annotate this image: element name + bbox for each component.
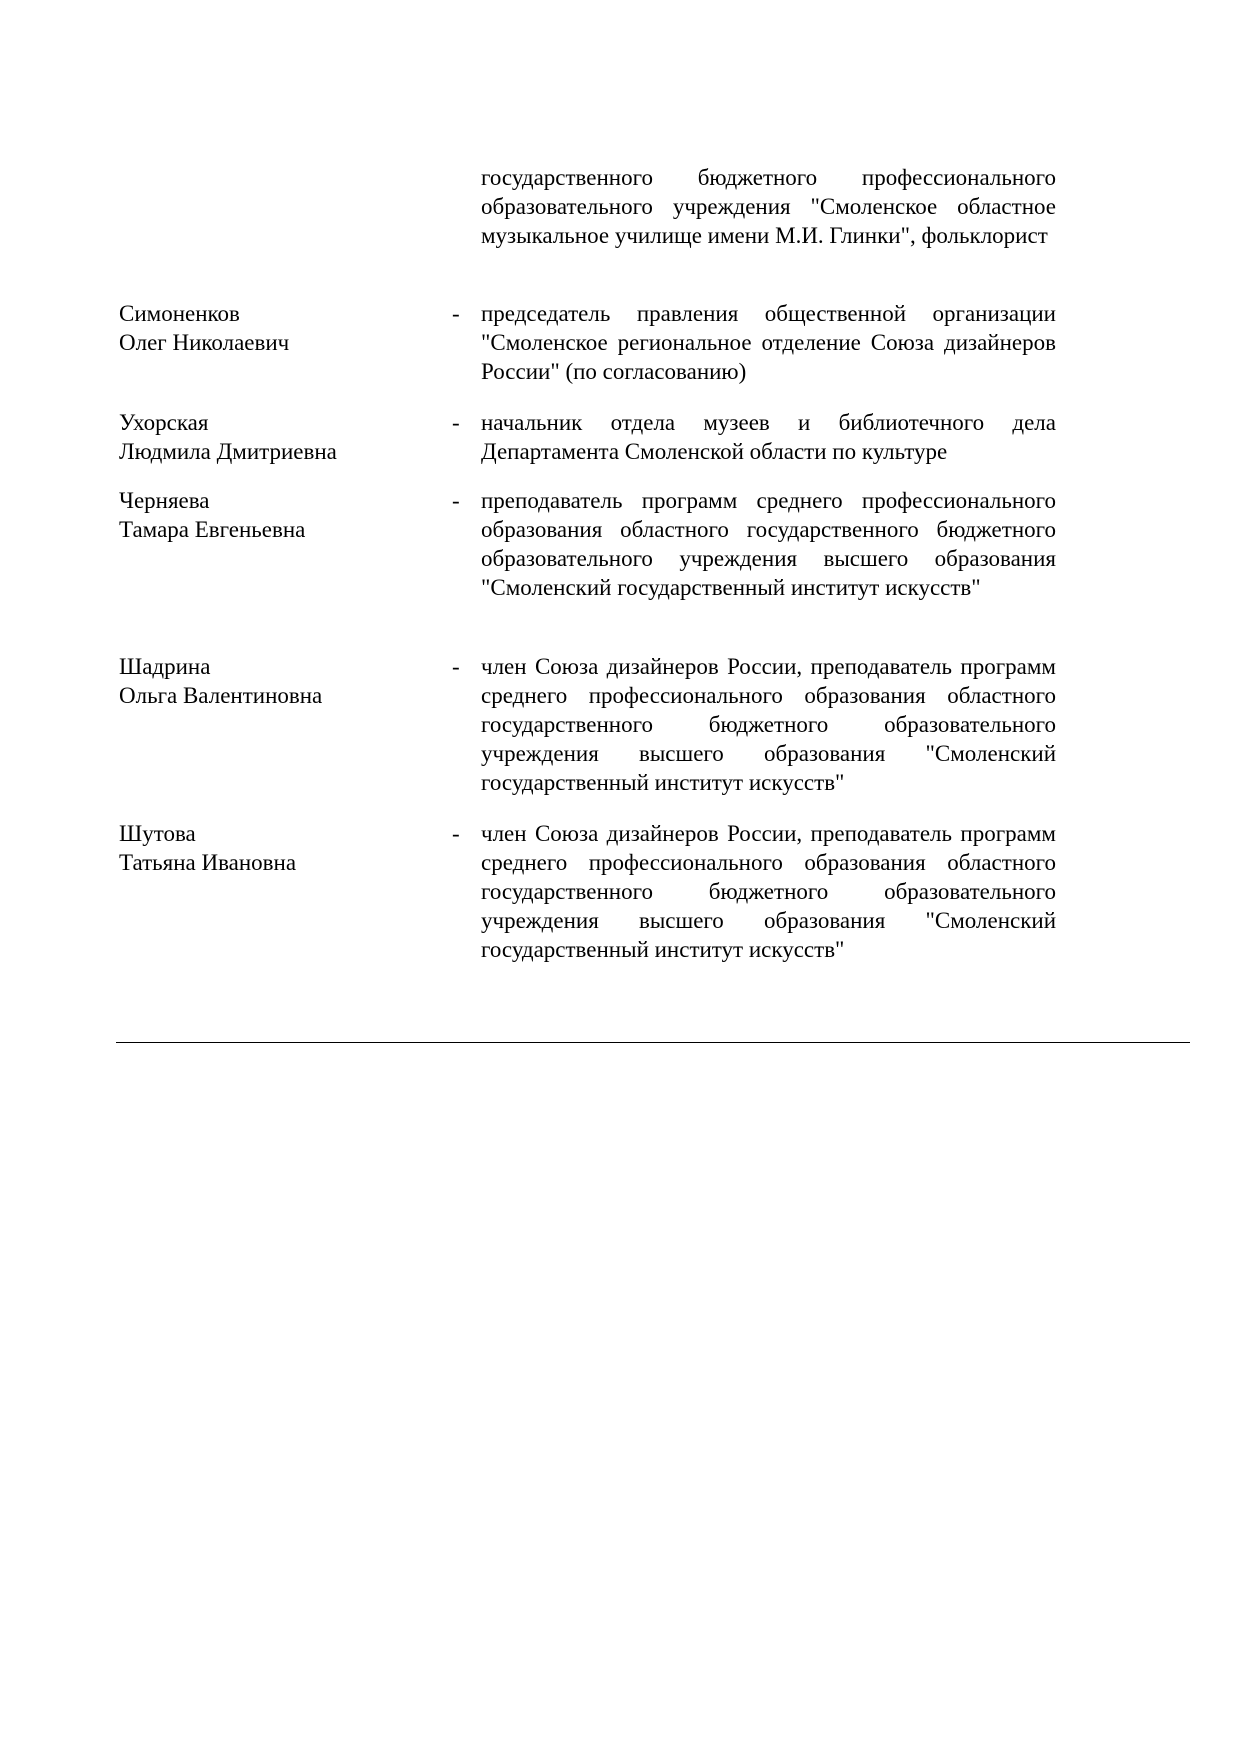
member-name: Симоненков Олег Николаевич (119, 301, 290, 355)
member-description: член Союза дизайнеров России, преподаватель программ среднего профессионального образования областного государственного бюджетного образовательного учреждения высшего образования "Смоленский государственный институт искусств" (481, 654, 1056, 795)
member-description: преподаватель программ среднего профессионального образования областного государственного бюджетного образовательного учреждения высшего образования "Смоленский государственный институт искусств" (481, 488, 1056, 600)
member-description: государственного бюджетного профессионального образовательного учреждения "Смоленское областное музыкальное училище имени М.И. Глинки", фольклорист (481, 165, 1056, 248)
dash: - (452, 821, 460, 846)
closing-rule (116, 1042, 1190, 1043)
member-name: Ухорская Людмила Дмитриевна (119, 410, 337, 464)
dash: - (452, 488, 460, 513)
member-description: председатель правления общественной организации "Смоленское региональное отделение Союза дизайнеров России" (по согласованию) (481, 301, 1056, 384)
member-name: Черняева Тамара Евгеньевна (119, 488, 306, 542)
member-description: начальник отдела музеев и библиотечного дела Департамента Смоленской области по культуре (481, 410, 1056, 464)
member-name: Шутова Татьяна Ивановна (119, 821, 297, 875)
dash: - (452, 654, 460, 679)
member-name: Шадрина Ольга Валентиновна (119, 654, 323, 708)
member-description: член Союза дизайнеров России, преподаватель программ среднего профессионального образования областного государственного бюджетного образовательного учреждения высшего образования "Смоленский государственный институт искусств" (481, 821, 1056, 962)
dash: - (452, 410, 460, 435)
dash: - (452, 301, 460, 326)
